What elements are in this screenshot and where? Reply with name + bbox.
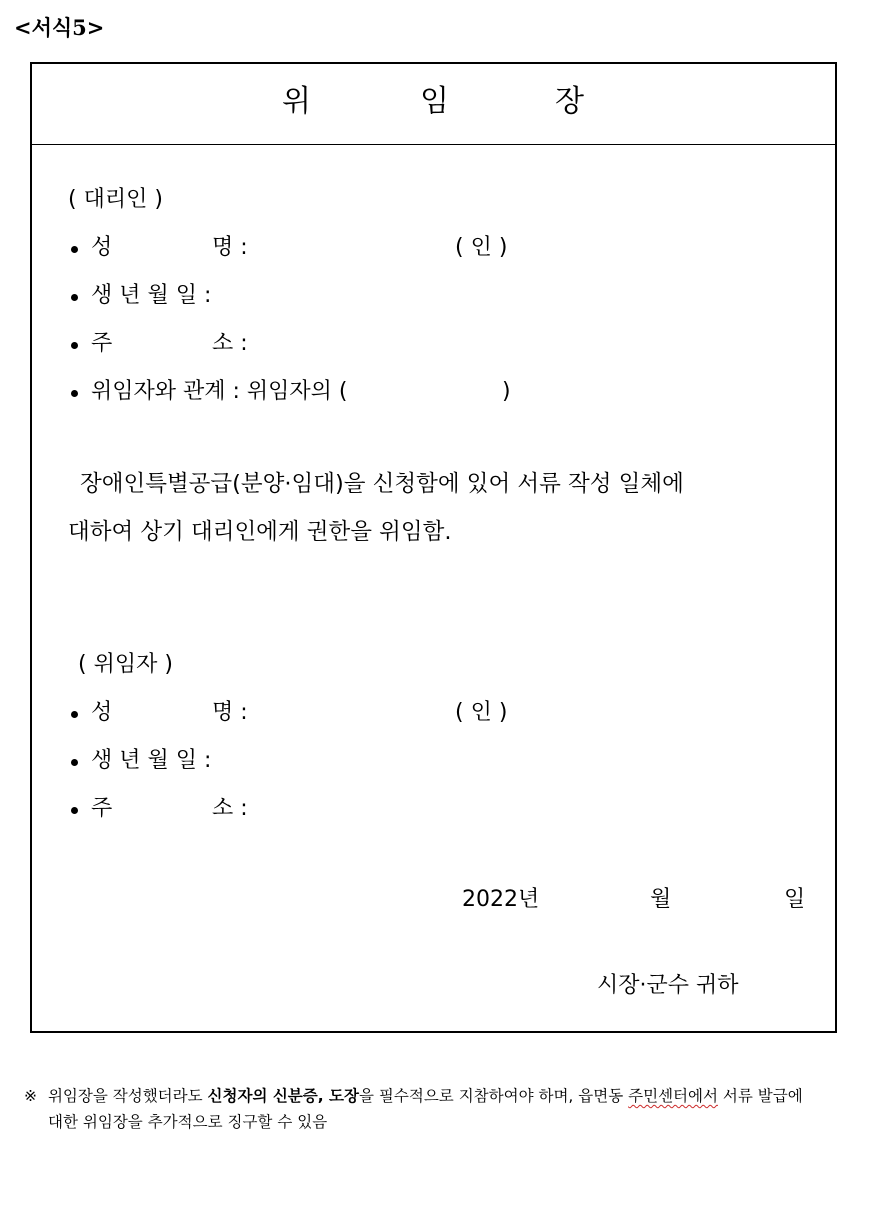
power-of-attorney-form — [30, 62, 837, 1033]
bullet-icon — [71, 342, 78, 349]
footnote-text-b: 을 필수적으로 지참하여야 하며, 읍면동 — [359, 1087, 629, 1105]
delegator-heading: ( 위임자 ) — [78, 652, 173, 677]
date-year: 2022년 — [462, 887, 540, 912]
statement-line-1: 장애인특별공급(분양·임대)을 신청함에 있어 서류 작성 일체에 — [80, 471, 684, 497]
delegator-birth-label: 생 년 월 일 : — [91, 748, 212, 773]
title-char-1: 위 — [282, 84, 311, 119]
agent-birth-label: 생 년 월 일 : — [91, 283, 212, 308]
agent-relation-close: ) — [502, 379, 511, 404]
date-day: 일 — [784, 887, 806, 912]
bullet-icon — [71, 807, 78, 814]
footnote-bold-id: 신청자의 신분증 — [207, 1087, 318, 1105]
agent-address-label-1: 주 — [91, 331, 113, 356]
bullet-icon — [71, 390, 78, 397]
agent-address-label-2: 소 : — [212, 331, 248, 356]
statement-line-2: 대하여 상기 대리인에게 권한을 위임함. — [68, 519, 452, 545]
bullet-icon — [71, 711, 78, 718]
addressee: 시장·군수 귀하 — [597, 973, 739, 998]
footnote-line-2: 대한 위임장을 추가적으로 징구할 수 있음 — [48, 1113, 328, 1131]
delegator-name-label-2: 명 : — [212, 700, 248, 725]
bullet-icon — [71, 294, 78, 301]
form-number: <서식5> — [14, 15, 105, 40]
footnote-bold-seal: 도장 — [329, 1087, 359, 1105]
footnote-text-c: 서류 발급에 — [717, 1087, 803, 1105]
agent-name-label-1: 성 — [91, 235, 113, 260]
footnote-comma: , — [317, 1087, 330, 1105]
date-month: 월 — [650, 887, 672, 912]
delegator-address-label-2: 소 : — [212, 796, 248, 821]
bullet-icon — [71, 246, 78, 253]
title-char-2: 임 — [420, 84, 449, 119]
agent-relation-label: 위임자와 관계 : 위임자의 ( — [91, 379, 348, 404]
delegator-name-label-1: 성 — [91, 700, 113, 725]
bullet-icon — [71, 759, 78, 766]
delegator-address-label-1: 주 — [91, 796, 113, 821]
title-char-3: 장 — [555, 84, 584, 119]
agent-name-label-2: 명 : — [212, 235, 248, 260]
footnote-underlined-center: 주민센터에서 — [628, 1087, 718, 1105]
agent-heading: ( 대리인 ) — [68, 187, 163, 212]
footnote-line-1 — [24, 1085, 803, 1107]
reference-mark-icon: ※ — [24, 1087, 37, 1105]
footnote-text-a: 위임장을 작성했더라도 — [47, 1087, 208, 1105]
agent-seal: ( 인 ) — [455, 235, 508, 260]
delegator-seal: ( 인 ) — [455, 700, 508, 725]
title-bar — [32, 64, 835, 145]
